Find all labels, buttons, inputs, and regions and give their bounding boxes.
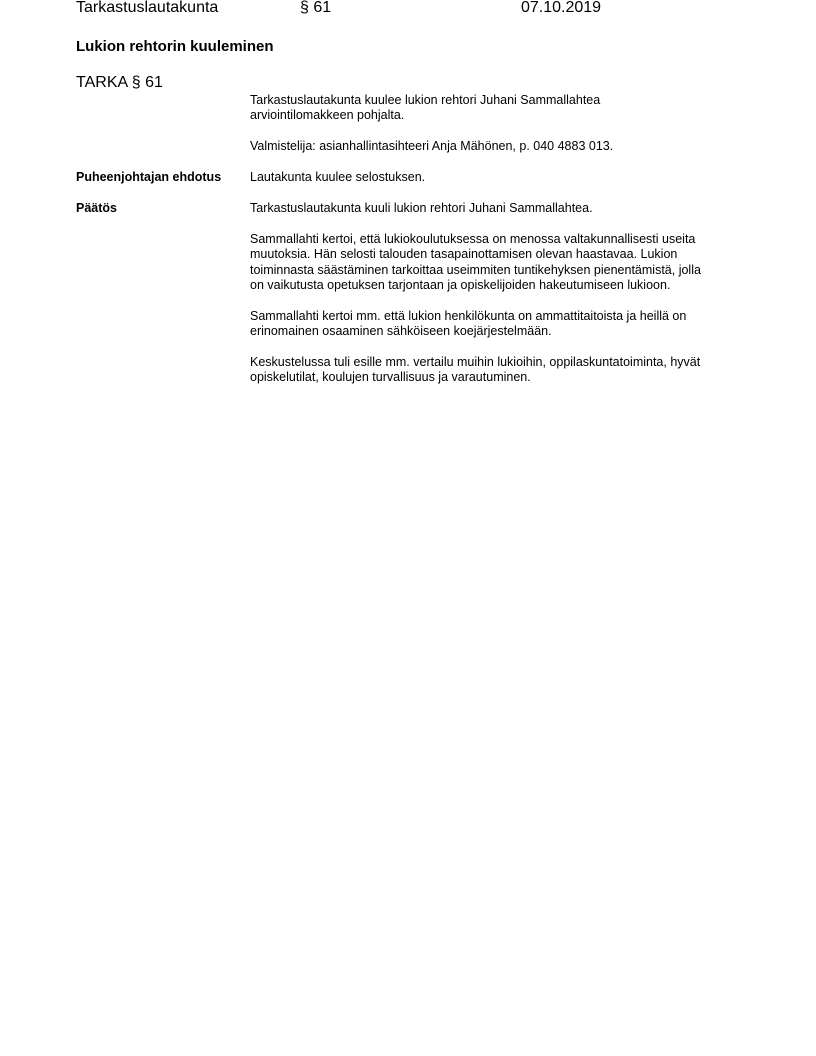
decision-paragraph-4 — [250, 355, 740, 386]
proposal-paragraph — [250, 170, 740, 185]
intro-line: arviointilomakkeen pohjalta. — [250, 108, 405, 123]
decision-line: Sammallahti kertoi, että lukiokoulutuksessa on menossa valtakunnallisesti useita — [250, 232, 696, 246]
proposal-text: Lautakunta kuulee selostuksen. — [250, 170, 426, 184]
page-header — [76, 0, 736, 19]
decision-paragraph-1 — [250, 201, 740, 216]
decision-line: opiskelutilat, koulujen turvallisuus ja varautuminen. — [250, 370, 531, 385]
intro-line: Tarkastuslautakunta kuulee lukion rehtori Juhani Sammallahtea — [250, 93, 601, 107]
decision-line: muutoksia. Hän selosti talouden tasapainottamisen olevan haastavaa. Lukion — [250, 247, 678, 262]
document-title: Lukion rehtorin kuuleminen — [76, 38, 274, 55]
decision-paragraph-2 — [250, 232, 740, 294]
header-organization: Tarkastuslautakunta — [76, 0, 219, 16]
header-date: 07.10.2019 — [521, 0, 602, 16]
intro-paragraph — [250, 93, 740, 124]
preparer-text: Valmistelija: asianhallintasihteeri Anja Mähönen, p. 040 4883 013. — [250, 139, 614, 153]
decision-label: Päätös — [76, 201, 117, 215]
decision-line: Tarkastuslautakunta kuuli lukion rehtori Juhani Sammallahtea. — [250, 201, 593, 215]
decision-line: on vaikutusta opetuksen tarjontaan ja opiskelijoiden hakeutumiseen lukioon. — [250, 278, 671, 293]
decision-line: toiminnasta säästäminen tarkoittaa useimmiten tuntikehyksen pienentämistä, jolla — [250, 262, 701, 277]
preparer-line — [250, 139, 740, 154]
decision-line: Sammallahti kertoi mm. että lukion henkilökunta on ammattitaitoista ja heillä on — [250, 309, 687, 323]
proposal-label: Puheenjohtajan ehdotus — [76, 170, 222, 184]
decision-line: erinomainen osaaminen sähköiseen koejärjestelmään. — [250, 324, 552, 339]
header-paragraph: § 61 — [300, 0, 332, 16]
decision-paragraph-3 — [250, 309, 740, 340]
reference-number: TARKA § 61 — [76, 74, 163, 91]
decision-line: Keskustelussa tuli esille mm. vertailu muihin lukioihin, oppilaskuntatoiminta, hyvät — [250, 355, 701, 369]
